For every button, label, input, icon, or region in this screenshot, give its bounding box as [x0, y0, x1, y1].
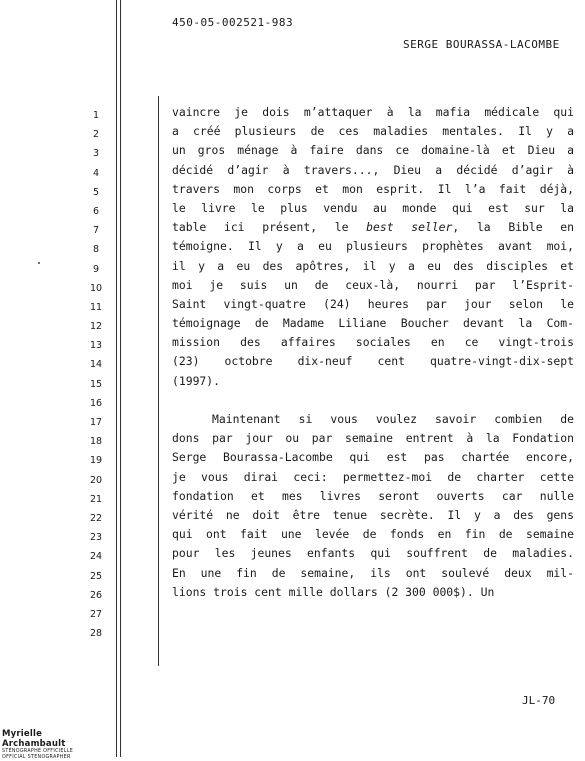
- transcript-line: Saint vingt-quatre (24) heures par jour selon le: [172, 296, 574, 311]
- transcript-line: je vous dirai ceci: permettez-moi de charter cette: [172, 469, 574, 484]
- transcript-line: (1997).: [172, 373, 221, 388]
- transcript-line: témoignage de Madame Liliane Boucher devant la Com-: [172, 316, 574, 331]
- transcript-line: vérité ne doit être tenue secrète. Il y a des gens: [172, 507, 574, 522]
- transcript-line: dons par jour ou par semaine entrent à la Fondation: [172, 431, 574, 446]
- line-number: 7: [92, 225, 100, 237]
- page-number: JL-70: [522, 694, 556, 707]
- line-number: 26: [89, 589, 103, 601]
- transcript-line: a créé plusieurs de ces maladies mentales. Il y a: [172, 124, 574, 139]
- transcript-line: travers mon corps et mon esprit. Il l’a fait déjà,: [172, 181, 574, 196]
- line-number: 17: [89, 417, 103, 428]
- stenographer-title-en: OFFICIAL STENOGRAPHER: [2, 755, 71, 760]
- stenographer-stamp: [2, 729, 92, 761]
- transcript-line: décidé d’agir à travers..., Dieu a décidé d’agir à: [172, 162, 574, 177]
- line-number: 6: [92, 205, 100, 217]
- transcript-line: pour les jeunes enfants qui souffrent de maladies.: [172, 546, 574, 561]
- line-number: 13: [89, 340, 103, 352]
- transcript-line: Serge Bourassa-Lacombe qui est pas chartée encore,: [172, 450, 574, 465]
- margin-rule-text: [158, 96, 159, 666]
- transcript-line: qui ont fait une levée de fonds en fin de semaine: [172, 527, 574, 542]
- witness-name: SERGE BOURASSA-LACOMBE: [403, 38, 560, 51]
- line-number: 22: [89, 512, 103, 524]
- scan-speck: [38, 262, 40, 264]
- transcript-line: En une fin de semaine, ils ont soulevé deux mil-: [172, 565, 574, 580]
- line-number: 1: [92, 110, 100, 121]
- transcript-line: moi je suis un de ceux-là, nourri par l’Esprit-: [172, 277, 574, 292]
- line-number: 23: [89, 532, 103, 544]
- line-number: 21: [89, 493, 103, 505]
- transcript-body: [172, 103, 574, 602]
- transcript-line: [172, 391, 574, 410]
- line-number: 5: [92, 186, 100, 198]
- line-number: 4: [92, 167, 100, 179]
- line-number: 28: [89, 628, 103, 640]
- transcript-line: un gros ménage à faire dans ce domaine-là et Dieu a: [172, 143, 574, 158]
- transcript-line: mission des affaires sociales en ce vingt-trois: [172, 335, 574, 350]
- line-number: 25: [89, 570, 103, 582]
- line-number: 18: [89, 436, 103, 448]
- stenographer-title-fr: STÉNOGRAPHE OFFICIELLE: [2, 749, 74, 754]
- line-number: 24: [89, 551, 103, 563]
- case-number: 450-05-002521-983: [172, 16, 294, 29]
- line-number: 12: [89, 321, 103, 333]
- margin-rule-left-1: [116, 0, 117, 757]
- line-number: 14: [89, 359, 103, 371]
- line-number: 20: [89, 474, 103, 486]
- transcript-line: vaincre je dois m’attaquer à la mafia médicale qui: [172, 105, 574, 119]
- line-number: 11: [89, 301, 103, 313]
- line-number: 19: [89, 455, 103, 467]
- transcript-line: lions trois cent mille dollars (2 300 000$). Un: [172, 584, 495, 599]
- stenographer-name: Myrielle Archambault: [2, 729, 66, 749]
- line-number: 15: [89, 378, 103, 390]
- line-numbers: [78, 106, 114, 643]
- line-number: 8: [92, 244, 100, 256]
- transcript-line: Maintenant si vous voulez savoir combien de: [212, 412, 574, 426]
- line-number: 3: [92, 148, 100, 160]
- transcript-line: témoigne. Il y a eu plusieurs prophètes avant moi,: [172, 239, 574, 254]
- transcript-line: le livre le plus vendu au monde qui est sur la: [172, 200, 574, 215]
- transcript-line: (23) octobre dix-neuf cent quatre-vingt-dix-sept: [172, 354, 574, 369]
- transcript-line: fondation et mes livres seront ouverts car nulle: [172, 488, 574, 503]
- line-number: 27: [89, 608, 103, 620]
- line-number: 10: [89, 282, 103, 294]
- line-number: 9: [92, 263, 100, 275]
- transcript-line: il y a eu des apôtres, il y a eu des disciples et: [172, 258, 574, 273]
- line-number: 2: [92, 129, 100, 141]
- margin-rule-left-2: [120, 0, 121, 757]
- transcript-line: table ici présent, le best seller, la Bible en: [172, 220, 574, 235]
- line-number: 16: [89, 397, 103, 409]
